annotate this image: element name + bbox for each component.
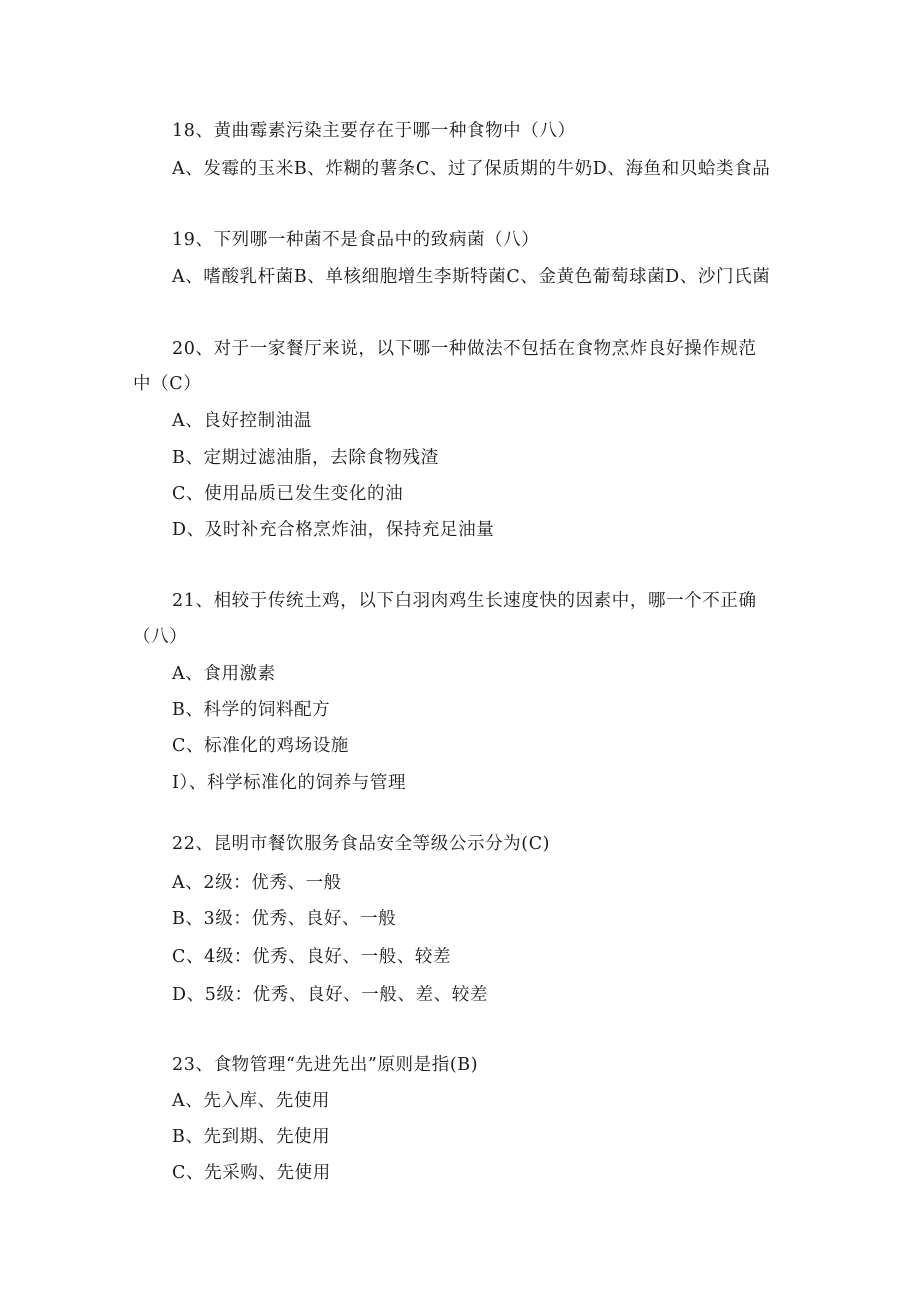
question-21-option-c: C、标准化的鸡场设施 [172,736,349,756]
question-21-option-d: I）、科学标准化的饲养与管理 [172,773,407,793]
question-18-stem: 18、黄曲霉素污染主要存在于哪一种食物中（八） [172,121,576,141]
question-22-stem: 22、昆明市餐饮服务食品安全等级公示分为(C) [172,834,551,854]
question-22-option-a: A、2级：优秀、一般 [172,873,342,893]
question-22-option-b: B、3级：优秀、良好、一般 [172,909,397,929]
question-23-option-b: B、先到期、先使用 [172,1127,331,1147]
question-21-stem: 21、相较于传统土鸡，以下白羽肉鸡生长速度快的因素中，哪一个不正确 [172,591,757,611]
question-23-option-c: C、先采购、先使用 [172,1163,331,1183]
question-19-options: A、嗜酸乳杆菌B、单核细胞增生李斯特菌C、金黄色葡萄球菌D、沙门氏菌 [172,267,771,287]
question-18-options: A、发霉的玉米B、炸糊的薯条C、过了保质期的牛奶D、海鱼和贝蛤类食品 [172,159,771,179]
question-21-option-b: B、科学的饲料配方 [172,700,331,720]
question-20-option-a: A、良好控制油温 [172,411,312,431]
question-22-option-d: D、5级：优秀、良好、一般、差、较差 [172,985,488,1005]
question-21-option-a: A、食用激素 [172,664,276,684]
question-22-option-c: C、4级：优秀、良好、一般、较差 [172,947,452,967]
question-19-stem: 19、下列哪一种菌不是食品中的致病菌（八） [172,230,540,250]
question-23-stem: 23、食物管理“先进先出”原则是指(B) [172,1055,479,1075]
question-20-option-c: C、使用品质已发生变化的油 [172,484,404,504]
question-21-stem-continued: （八） [133,627,188,647]
question-20-option-d: D、及时补充合格烹炸油，保持充足油量 [172,520,495,540]
question-20-option-b: B、定期过滤油脂，去除食物残渣 [172,448,439,468]
question-20-stem: 20、对于一家餐厅来说，以下哪一种做法不包括在食物烹炸良好操作规范 [172,339,757,359]
question-20-stem-continued: 中（C） [133,374,202,394]
question-23-option-a: A、先入库、先使用 [172,1091,331,1111]
